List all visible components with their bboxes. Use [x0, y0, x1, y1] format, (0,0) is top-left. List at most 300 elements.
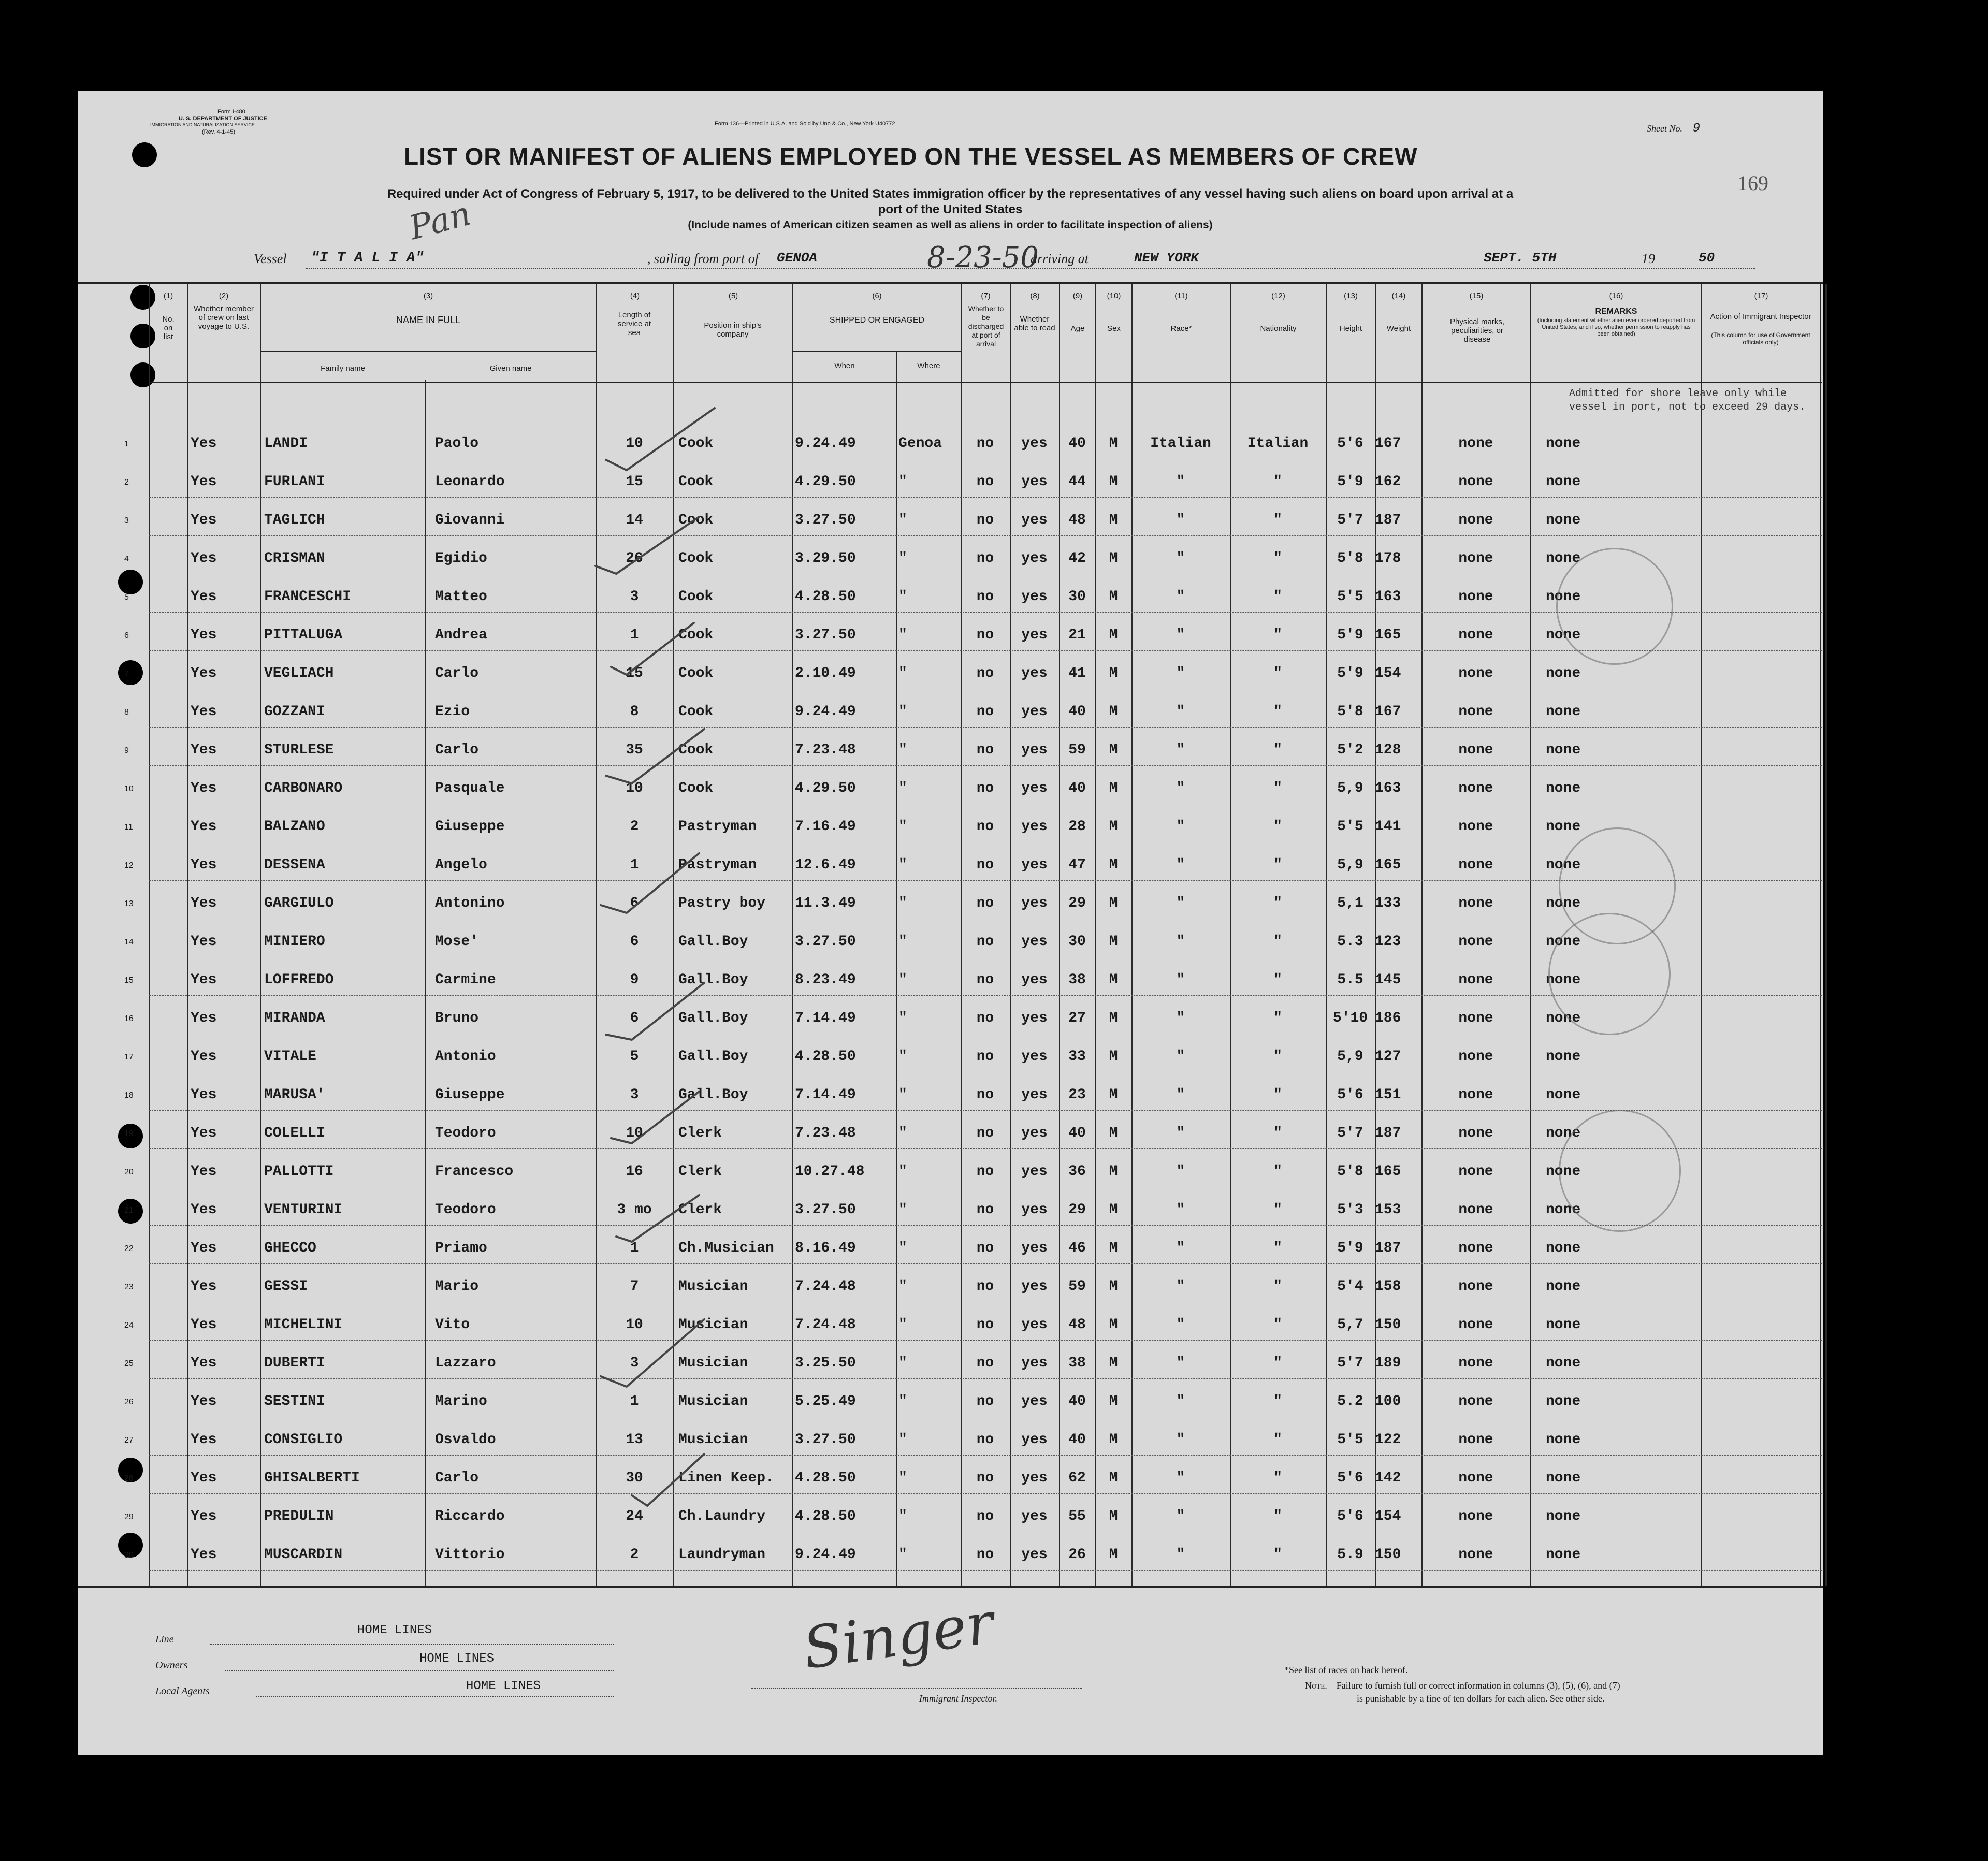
discharged-cell: no [976, 780, 994, 796]
race-cell: " [1176, 780, 1185, 796]
age-cell: 29 [1068, 895, 1086, 911]
shipped-when-cell: 8.23.49 [795, 972, 856, 988]
physical-marks-cell: none [1458, 972, 1493, 988]
height-cell: 5'7 [1337, 1125, 1363, 1141]
able-to-read-cell: yes [1021, 1164, 1048, 1180]
manifest-table [78, 282, 1823, 1588]
nationality-cell: Italian [1247, 435, 1309, 452]
height-cell: 5'5 [1337, 819, 1363, 835]
weight-cell: 158 [1375, 1278, 1401, 1295]
sex-cell: M [1109, 1355, 1118, 1371]
discharged-cell: no [976, 627, 994, 643]
service-length-cell: 7 [630, 1278, 639, 1295]
arriving-label: arriving at [1031, 251, 1089, 266]
physical-marks-cell: none [1458, 1393, 1493, 1409]
row-number: 26 [124, 1398, 134, 1406]
line-label: Line [155, 1634, 174, 1645]
physical-marks-cell: none [1458, 1125, 1493, 1141]
physical-marks-cell: none [1458, 1278, 1493, 1295]
crew-member-cell: Yes [191, 1087, 217, 1103]
nationality-cell: " [1273, 1010, 1282, 1026]
sex-cell: M [1109, 1317, 1118, 1333]
age-cell: 27 [1068, 1010, 1086, 1026]
weight-cell: 167 [1375, 435, 1401, 452]
able-to-read-cell: yes [1021, 435, 1048, 452]
sex-cell: M [1109, 972, 1118, 988]
row-number: 15 [124, 976, 134, 985]
race-cell: " [1176, 1049, 1185, 1065]
nationality-cell: " [1273, 665, 1282, 681]
race-cell: " [1176, 627, 1185, 643]
family-name-cell: FRANCESCHI [264, 589, 352, 605]
col-8-number: (8) [1030, 292, 1040, 300]
given-name-cell: Teodoro [435, 1202, 496, 1218]
sex-cell: M [1109, 1010, 1118, 1026]
given-name-cell: Giuseppe [435, 819, 505, 835]
shipped-when-cell: 3.29.50 [795, 550, 856, 566]
remarks-cell: none [1546, 1508, 1581, 1524]
shipped-where-cell: " [898, 895, 907, 911]
height-cell: 5,1 [1337, 895, 1363, 911]
table-row [124, 804, 1822, 842]
race-cell: " [1176, 1393, 1185, 1409]
discharged-cell: no [976, 1355, 994, 1371]
able-to-read-cell: yes [1021, 1278, 1048, 1295]
remarks-cell: none [1546, 1393, 1581, 1409]
family-name-cell: MINIERO [264, 934, 325, 950]
line-value: HOME LINES [357, 1623, 432, 1637]
col-3b-header: Given name [489, 364, 532, 373]
shipped-when-cell: 7.14.49 [795, 1010, 856, 1026]
include-note: (Include names of American citizen seamen as well as aliens in order to facilitate inspection of aliens) [688, 219, 1213, 231]
shipped-when-cell: 7.16.49 [795, 819, 856, 835]
weight-cell: 163 [1375, 589, 1401, 605]
col-9-number: (9) [1072, 292, 1083, 300]
shipped-where-cell: " [898, 1202, 907, 1218]
crew-member-cell: Yes [191, 857, 217, 873]
row-number: 22 [124, 1244, 134, 1253]
age-cell: 38 [1068, 1355, 1086, 1371]
owners-label: Owners [155, 1660, 188, 1671]
height-cell: 5'3 [1337, 1202, 1363, 1218]
nationality-cell: " [1273, 1125, 1282, 1141]
inspector-note [1569, 387, 1818, 414]
col-1-header: No. on list [162, 315, 175, 341]
remarks-cell: none [1546, 819, 1581, 835]
shipped-where-cell: " [898, 1278, 907, 1295]
shipped-where-cell: " [898, 1125, 907, 1141]
service-length-cell: 10 [626, 1317, 643, 1333]
table-row [124, 1264, 1822, 1302]
given-name-cell: Teodoro [435, 1125, 496, 1141]
discharged-cell: no [976, 1164, 994, 1180]
table-row [124, 1379, 1822, 1417]
service-length-cell: 24 [626, 1508, 643, 1524]
sex-cell: M [1109, 742, 1118, 758]
row-number: 6 [124, 631, 129, 640]
sex-cell: M [1109, 550, 1118, 566]
shipped-where-cell: " [898, 934, 907, 950]
race-cell: " [1176, 895, 1185, 911]
crew-member-cell: Yes [191, 1393, 217, 1409]
given-name-cell: Carmine [435, 972, 496, 988]
family-name-cell: MIRANDA [264, 1010, 325, 1026]
sex-cell: M [1109, 780, 1118, 796]
weight-cell: 142 [1375, 1470, 1401, 1486]
shipped-when-cell: 12.6.49 [795, 857, 856, 873]
age-cell: 40 [1068, 1393, 1086, 1409]
shipped-where-cell: " [898, 550, 907, 566]
family-name-cell: MARUSA' [264, 1087, 325, 1103]
penalty-note-2: is punishable by a fine of ten dollars for each alien. See other side. [1357, 1693, 1605, 1704]
manifest-sheet [78, 91, 1823, 1755]
table-row [124, 1302, 1822, 1341]
nationality-cell: " [1273, 1393, 1282, 1409]
family-name-cell: GARGIULO [264, 895, 334, 911]
sex-cell: M [1109, 895, 1118, 911]
penalty-note [1305, 1680, 1620, 1691]
given-name-cell: Vittorio [435, 1547, 505, 1563]
table-row [124, 766, 1822, 804]
height-cell: 5'6 [1337, 1087, 1363, 1103]
shipped-where-cell: Genoa [898, 435, 942, 452]
nationality-cell: " [1273, 704, 1282, 720]
family-name-cell: DUBERTI [264, 1355, 325, 1371]
sex-cell: M [1109, 1508, 1118, 1524]
races-note: *See list of races on back hereof. [1284, 1665, 1408, 1675]
shipped-when-cell: 3.27.50 [795, 934, 856, 950]
sex-cell: M [1109, 435, 1118, 452]
weight-cell: 154 [1375, 1508, 1401, 1524]
weight-cell: 127 [1375, 1049, 1401, 1065]
remarks-cell: none [1546, 704, 1581, 720]
shipped-when-cell: 7.14.49 [795, 1087, 856, 1103]
col-12-number: (12) [1271, 292, 1285, 300]
nationality-cell: " [1273, 1547, 1282, 1563]
page-title: LIST OR MANIFEST OF ALIENS EMPLOYED ON THE VESSEL AS MEMBERS OF CREW [404, 143, 1418, 170]
physical-marks-cell: none [1458, 704, 1493, 720]
row-number: 2 [124, 478, 129, 487]
shipped-where-cell: " [898, 1508, 907, 1524]
remarks-cell: none [1546, 934, 1581, 950]
col-13-number: (13) [1344, 292, 1358, 300]
able-to-read-cell: yes [1021, 1010, 1048, 1026]
inspector-label: Immigrant Inspector. [919, 1693, 997, 1704]
port-from: GENOA [777, 250, 818, 266]
able-to-read-cell: yes [1021, 704, 1048, 720]
row-number: 21 [124, 1206, 134, 1215]
service-length-cell: 1 [630, 1240, 639, 1256]
able-to-read-cell: yes [1021, 1432, 1048, 1448]
col-16-header: REMARKS [1595, 307, 1637, 316]
family-name-cell: COLELLI [264, 1125, 325, 1141]
col-17-header: Action of Immigrant Inspector [1710, 312, 1811, 321]
col-12-header: Nationality [1260, 324, 1297, 333]
height-cell: 5'7 [1337, 512, 1363, 528]
shipped-when-cell: 10.27.48 [795, 1164, 865, 1180]
shipped-where-cell: " [898, 1393, 907, 1409]
col-3a-header: Family name [321, 364, 365, 373]
row-number: 29 [124, 1513, 134, 1521]
remarks-cell: none [1546, 550, 1581, 566]
col-15-header: Physical marks, peculiarities, or disease [1449, 317, 1505, 344]
service-length-cell: 3 mo [617, 1202, 652, 1218]
sailing-label: , sailing from port of [647, 251, 759, 266]
able-to-read-cell: yes [1021, 550, 1048, 566]
shipped-when-cell: 7.24.48 [795, 1278, 856, 1295]
col-6a-header: When [834, 361, 855, 370]
row-number: 7 [124, 670, 129, 678]
height-cell: 5,7 [1337, 1317, 1363, 1333]
shipped-where-cell: " [898, 780, 907, 796]
given-name-cell: Osvaldo [435, 1432, 496, 1448]
col-17-subheader: (This column for use of Government officials only) [1711, 331, 1810, 346]
family-name-cell: LANDI [264, 435, 308, 452]
row-number: 24 [124, 1321, 134, 1330]
position-cell: Pastryman [678, 819, 757, 835]
col-6-header: SHIPPED OR ENGAGED [829, 316, 925, 325]
remarks-cell: none [1546, 895, 1581, 911]
weight-cell: 141 [1375, 819, 1401, 835]
row-number: 16 [124, 1014, 134, 1023]
family-name-cell: MICHELINI [264, 1317, 343, 1333]
row-number: 8 [124, 708, 129, 717]
given-name-cell: Antonio [435, 1049, 496, 1065]
given-name-cell: Vito [435, 1317, 470, 1333]
race-cell: Italian [1150, 435, 1211, 452]
given-name-cell: Mario [435, 1278, 479, 1295]
remarks-cell: none [1546, 1432, 1581, 1448]
crew-member-cell: Yes [191, 934, 217, 950]
weight-cell: 151 [1375, 1087, 1401, 1103]
col-16-number: (16) [1609, 292, 1623, 300]
family-name-cell: VITALE [264, 1049, 316, 1065]
race-cell: " [1176, 550, 1185, 566]
weight-cell: 178 [1375, 550, 1401, 566]
col-8-header: Whether able to read [1014, 315, 1055, 332]
crew-member-cell: Yes [191, 474, 217, 490]
sex-cell: M [1109, 1125, 1118, 1141]
row-number: 18 [124, 1091, 134, 1100]
sex-cell: M [1109, 1087, 1118, 1103]
family-name-cell: DESSENA [264, 857, 325, 873]
age-cell: 23 [1068, 1087, 1086, 1103]
vessel-name: "I T A L I A" [311, 250, 424, 266]
shipped-where-cell: " [898, 819, 907, 835]
able-to-read-cell: yes [1021, 512, 1048, 528]
crew-member-cell: Yes [191, 972, 217, 988]
position-cell: Cook [678, 742, 714, 758]
given-name-cell: Egidio [435, 550, 487, 566]
table-row [124, 1417, 1822, 1456]
page-stamp: 169 [1737, 171, 1768, 195]
weight-cell: 186 [1375, 1010, 1401, 1026]
weight-cell: 150 [1375, 1317, 1401, 1333]
col-11-number: (11) [1174, 292, 1188, 300]
col-6b-header: Where [917, 361, 940, 370]
weight-cell: 145 [1375, 972, 1401, 988]
weight-cell: 153 [1375, 1202, 1401, 1218]
remarks-cell: none [1546, 972, 1581, 988]
able-to-read-cell: yes [1021, 1240, 1048, 1256]
shipped-when-cell: 3.27.50 [795, 1432, 856, 1448]
given-name-cell: Lazzaro [435, 1355, 496, 1371]
able-to-read-cell: yes [1021, 627, 1048, 643]
race-cell: " [1176, 589, 1185, 605]
col-16-subheader: (Including statement whether alien ever ordered deported from United States, and if so, whether permission to reapply has been obtained) [1537, 317, 1695, 337]
col-11-header: Race* [1170, 324, 1192, 333]
nationality-cell: " [1273, 1240, 1282, 1256]
race-cell: " [1176, 1470, 1185, 1486]
crew-member-cell: Yes [191, 1240, 217, 1256]
table-row [124, 1456, 1822, 1494]
able-to-read-cell: yes [1021, 934, 1048, 950]
crew-member-cell: Yes [191, 550, 217, 566]
row-number: 23 [124, 1283, 134, 1291]
position-cell: Musician [678, 1393, 748, 1409]
family-name-cell: BALZANO [264, 819, 325, 835]
col-4-header: Length of service at sea [617, 311, 651, 337]
physical-marks-cell: none [1458, 665, 1493, 681]
height-cell: 5'5 [1337, 1432, 1363, 1448]
remarks-cell: none [1546, 742, 1581, 758]
col-7-header: Whether to be discharged at port of arrival [968, 304, 1004, 348]
shipped-where-cell: " [898, 1355, 907, 1371]
col-15-number: (15) [1469, 292, 1484, 300]
height-cell: 5,9 [1337, 857, 1363, 873]
col-10-number: (10) [1107, 292, 1121, 300]
form-revision: (Rev. 4-1-45) [202, 129, 235, 135]
age-cell: 41 [1068, 665, 1086, 681]
row-number: 27 [124, 1436, 134, 1445]
discharged-cell: no [976, 1240, 994, 1256]
weight-cell: 165 [1375, 857, 1401, 873]
able-to-read-cell: yes [1021, 780, 1048, 796]
printer-line: Form 136—Printed in U.S.A. and Sold by Uno & Co., New York U40772 [715, 121, 895, 127]
discharged-cell: no [976, 1125, 994, 1141]
remarks-cell: none [1546, 512, 1581, 528]
crew-member-cell: Yes [191, 589, 217, 605]
remarks-cell: none [1546, 1278, 1581, 1295]
remarks-cell: none [1546, 1164, 1581, 1180]
service-length-cell: 1 [630, 1393, 639, 1409]
age-cell: 42 [1068, 550, 1086, 566]
discharged-cell: no [976, 857, 994, 873]
given-name-cell: Pasquale [435, 780, 505, 796]
shipped-when-cell: 3.27.50 [795, 627, 856, 643]
crew-member-cell: Yes [191, 742, 217, 758]
consular-stamp [1548, 913, 1671, 1035]
given-name-cell: Giovanni [435, 512, 505, 528]
given-name-cell: Paolo [435, 435, 479, 452]
height-cell: 5'8 [1337, 1164, 1363, 1180]
crew-member-cell: Yes [191, 1355, 217, 1371]
remarks-cell: none [1546, 1202, 1581, 1218]
weight-cell: 165 [1375, 1164, 1401, 1180]
service-length-cell: 13 [626, 1432, 643, 1448]
sex-cell: M [1109, 512, 1118, 528]
table-row [124, 459, 1822, 498]
given-name-cell: Francesco [435, 1164, 514, 1180]
nationality-cell: " [1273, 1164, 1282, 1180]
family-name-cell: GOZZANI [264, 704, 325, 720]
family-name-cell: CARBONARO [264, 780, 343, 796]
weight-cell: 187 [1375, 512, 1401, 528]
inspector-signature: Singer [799, 1589, 998, 1682]
given-name-cell: Mose' [435, 934, 479, 950]
physical-marks-cell: none [1458, 589, 1493, 605]
age-cell: 40 [1068, 704, 1086, 720]
table-row [124, 1072, 1822, 1111]
col-2-header: Whether member of crew on last voyage to U.S. [194, 304, 254, 331]
height-cell: 5'9 [1337, 665, 1363, 681]
position-cell: Pastry boy [678, 895, 766, 911]
given-name-cell: Riccardo [435, 1508, 505, 1524]
service-length-cell: 10 [626, 435, 643, 452]
shipped-where-cell: " [898, 512, 907, 528]
shipped-where-cell: " [898, 1240, 907, 1256]
table-row [124, 421, 1822, 459]
given-name-cell: Ezio [435, 704, 470, 720]
weight-cell: 128 [1375, 742, 1401, 758]
physical-marks-cell: none [1458, 1355, 1493, 1371]
height-cell: 5.2 [1337, 1393, 1363, 1409]
age-cell: 30 [1068, 934, 1086, 950]
weight-cell: 187 [1375, 1125, 1401, 1141]
shipped-when-cell: 11.3.49 [795, 895, 856, 911]
service-length-cell: 10 [626, 1125, 643, 1141]
crew-member-cell: Yes [191, 1317, 217, 1333]
position-cell: Cook [678, 589, 714, 605]
vessel-label: Vessel [254, 251, 287, 266]
remarks-cell: none [1546, 474, 1581, 490]
crew-member-cell: Yes [191, 1125, 217, 1141]
shipped-where-cell: " [898, 474, 907, 490]
race-cell: " [1176, 742, 1185, 758]
age-cell: 62 [1068, 1470, 1086, 1486]
age-cell: 38 [1068, 972, 1086, 988]
service-length-cell: 5 [630, 1049, 639, 1065]
remarks-cell: none [1546, 1470, 1581, 1486]
row-number: 14 [124, 938, 134, 947]
form-number: Form I-480 [217, 109, 245, 115]
position-cell: Cook [678, 474, 714, 490]
table-row [124, 498, 1822, 536]
remarks-cell: none [1546, 1049, 1581, 1065]
service-length-cell: 6 [630, 895, 639, 911]
crew-member-cell: Yes [191, 704, 217, 720]
crew-member-cell: Yes [191, 1508, 217, 1524]
shipped-when-cell: 5.25.49 [795, 1393, 856, 1409]
height-cell: 5'2 [1337, 742, 1363, 758]
crew-member-cell: Yes [191, 1432, 217, 1448]
crew-member-cell: Yes [191, 1202, 217, 1218]
service-length-cell: 15 [626, 474, 643, 490]
height-cell: 5'4 [1337, 1278, 1363, 1295]
discharged-cell: no [976, 435, 994, 452]
service-name: IMMIGRATION AND NATURALIZATION SERVICE [150, 122, 255, 127]
footer-agents [155, 1685, 210, 1697]
age-cell: 48 [1068, 1317, 1086, 1333]
race-cell: " [1176, 1355, 1185, 1371]
sex-cell: M [1109, 589, 1118, 605]
able-to-read-cell: yes [1021, 1470, 1048, 1486]
row-number: 30 [124, 1551, 134, 1560]
race-cell: " [1176, 819, 1185, 835]
col-1-number: (1) [163, 292, 173, 300]
position-cell: Gall.Boy [678, 1010, 748, 1026]
nationality-cell: " [1273, 1508, 1282, 1524]
